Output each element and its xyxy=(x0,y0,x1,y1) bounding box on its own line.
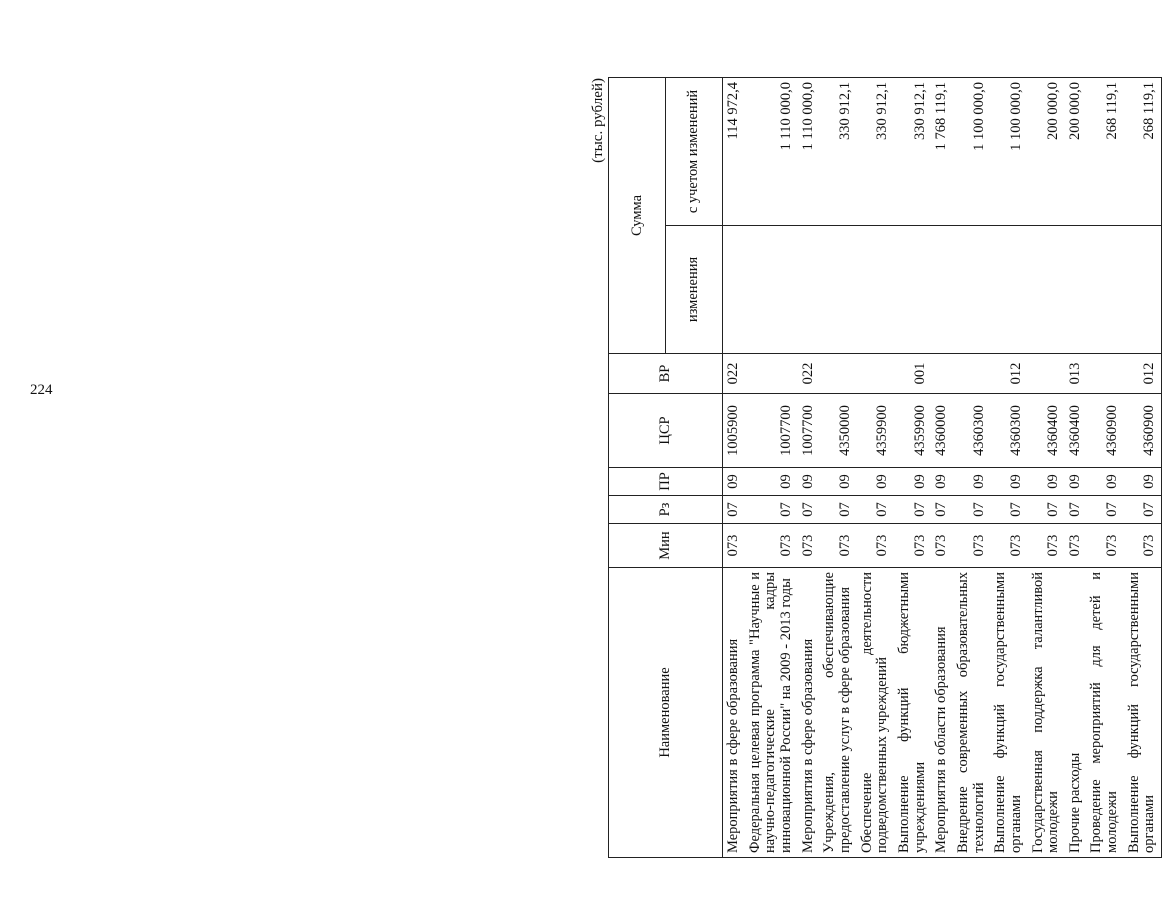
units-label: (тыс. рублей) xyxy=(590,78,606,163)
row-changes xyxy=(819,226,856,354)
row-name: Выполнение функций государственными органами xyxy=(1124,568,1162,858)
table-row xyxy=(953,78,990,858)
row-min: 073 xyxy=(745,524,798,568)
budget-table xyxy=(608,77,1162,858)
row-pr: 09 xyxy=(894,468,931,496)
table-row xyxy=(723,78,745,858)
row-name: Учреждения, обеспечивающие предоставление услуг в сфере образования xyxy=(819,568,856,858)
header-rz: Рз xyxy=(609,496,723,524)
row-pr: 09 xyxy=(819,468,856,496)
row-vr xyxy=(819,354,856,394)
row-min: 073 xyxy=(894,524,931,568)
table-row xyxy=(819,78,856,858)
row-name: Прочие расходы xyxy=(1065,568,1087,858)
row-changes xyxy=(1086,226,1123,354)
row-changes xyxy=(1065,226,1087,354)
row-pr: 09 xyxy=(1124,468,1162,496)
row-csr: 4360900 xyxy=(1086,394,1123,468)
row-csr: 1007700 xyxy=(745,394,798,468)
table-row xyxy=(1086,78,1123,858)
row-pr: 09 xyxy=(1086,468,1123,496)
row-total: 1 100 000,0 xyxy=(990,78,1027,226)
row-total: 114 972,4 xyxy=(723,78,745,226)
table-row xyxy=(857,78,894,858)
row-pr: 09 xyxy=(798,468,820,496)
row-vr: 001 xyxy=(894,354,931,394)
row-rz: 07 xyxy=(819,496,856,524)
table-row xyxy=(894,78,931,858)
row-total: 1 100 000,0 xyxy=(953,78,990,226)
row-changes xyxy=(953,226,990,354)
row-pr: 09 xyxy=(1065,468,1087,496)
row-min: 073 xyxy=(723,524,745,568)
table-row xyxy=(1028,78,1065,858)
table-row xyxy=(745,78,798,858)
row-csr: 4359900 xyxy=(857,394,894,468)
row-min: 073 xyxy=(1124,524,1162,568)
row-csr: 4360000 xyxy=(931,394,953,468)
row-total: 330 912,1 xyxy=(819,78,856,226)
header-pr: ПР xyxy=(609,468,723,496)
row-vr: 012 xyxy=(1124,354,1162,394)
row-min: 073 xyxy=(819,524,856,568)
table-row xyxy=(931,78,953,858)
row-total: 330 912,1 xyxy=(894,78,931,226)
row-total: 1 768 119,1 xyxy=(931,78,953,226)
row-pr: 09 xyxy=(745,468,798,496)
row-name: Мероприятия в сфере образования xyxy=(798,568,820,858)
row-name: Внедрение современных образовательных технологий xyxy=(953,568,990,858)
row-vr xyxy=(953,354,990,394)
row-total: 200 000,0 xyxy=(1065,78,1087,226)
row-total: 330 912,1 xyxy=(857,78,894,226)
header-name: Наименование xyxy=(609,568,723,858)
row-csr: 4360300 xyxy=(953,394,990,468)
header-csr: ЦСР xyxy=(609,394,723,468)
row-name: Мероприятия в сфере образования xyxy=(723,568,745,858)
row-vr xyxy=(931,354,953,394)
row-csr: 4360400 xyxy=(1065,394,1087,468)
row-pr: 09 xyxy=(723,468,745,496)
row-csr: 4360300 xyxy=(990,394,1027,468)
table-row xyxy=(798,78,820,858)
row-vr xyxy=(857,354,894,394)
row-changes xyxy=(857,226,894,354)
row-vr: 012 xyxy=(990,354,1027,394)
page-number: 224 xyxy=(30,382,53,398)
row-changes xyxy=(931,226,953,354)
row-total: 1 110 000,0 xyxy=(745,78,798,226)
row-min: 073 xyxy=(931,524,953,568)
row-name: Обеспечение деятельности подведомственных учреждений xyxy=(857,568,894,858)
row-rz: 07 xyxy=(723,496,745,524)
row-changes xyxy=(745,226,798,354)
row-rz: 07 xyxy=(1086,496,1123,524)
row-rz: 07 xyxy=(1065,496,1087,524)
row-total: 1 110 000,0 xyxy=(798,78,820,226)
row-changes xyxy=(798,226,820,354)
row-changes xyxy=(894,226,931,354)
row-csr: 1007700 xyxy=(798,394,820,468)
row-name: Мероприятия в области образования xyxy=(931,568,953,858)
row-vr: 022 xyxy=(798,354,820,394)
row-rz: 07 xyxy=(894,496,931,524)
row-min: 073 xyxy=(1028,524,1065,568)
row-rz: 07 xyxy=(990,496,1027,524)
header-sum: Сумма xyxy=(609,78,666,354)
row-rz: 07 xyxy=(857,496,894,524)
row-rz: 07 xyxy=(745,496,798,524)
row-min: 073 xyxy=(798,524,820,568)
row-csr: 1005900 xyxy=(723,394,745,468)
row-min: 073 xyxy=(953,524,990,568)
table-row xyxy=(990,78,1027,858)
row-csr: 4360900 xyxy=(1124,394,1162,468)
row-vr: 022 xyxy=(723,354,745,394)
row-rz: 07 xyxy=(1124,496,1162,524)
row-csr: 4359900 xyxy=(894,394,931,468)
row-pr: 09 xyxy=(990,468,1027,496)
row-pr: 09 xyxy=(931,468,953,496)
row-vr: 013 xyxy=(1065,354,1087,394)
row-pr: 09 xyxy=(1028,468,1065,496)
row-min: 073 xyxy=(1086,524,1123,568)
row-vr xyxy=(1086,354,1123,394)
row-total: 268 119,1 xyxy=(1086,78,1123,226)
row-rz: 07 xyxy=(931,496,953,524)
table-row xyxy=(1124,78,1162,858)
row-csr: 4360400 xyxy=(1028,394,1065,468)
row-min: 073 xyxy=(857,524,894,568)
row-name: Федеральная целевая программа "Научные и научно-педагогические кадры инновационной России" на 2009 - 2013 годы xyxy=(745,568,798,858)
header-with-changes: с учетом изменений xyxy=(666,78,723,226)
row-changes xyxy=(1124,226,1162,354)
row-changes xyxy=(1028,226,1065,354)
header-changes: изменения xyxy=(666,226,723,354)
header-min: Мин xyxy=(609,524,723,568)
row-vr xyxy=(1028,354,1065,394)
row-total: 200 000,0 xyxy=(1028,78,1065,226)
table-body xyxy=(723,78,1162,858)
row-changes xyxy=(723,226,745,354)
row-rz: 07 xyxy=(798,496,820,524)
row-min: 073 xyxy=(990,524,1027,568)
row-vr xyxy=(745,354,798,394)
row-name: Государственная поддержка талантливой молодежи xyxy=(1028,568,1065,858)
row-total: 268 119,1 xyxy=(1124,78,1162,226)
row-min: 073 xyxy=(1065,524,1087,568)
row-name: Выполнение функций государственными органами xyxy=(990,568,1027,858)
table-row xyxy=(1065,78,1087,858)
row-rz: 07 xyxy=(1028,496,1065,524)
row-pr: 09 xyxy=(953,468,990,496)
row-name: Выполнение функций бюджетными учреждениями xyxy=(894,568,931,858)
row-name: Проведение мероприятий для детей и молодежи xyxy=(1086,568,1123,858)
row-changes xyxy=(990,226,1027,354)
header-vr: ВР xyxy=(609,354,723,394)
row-rz: 07 xyxy=(953,496,990,524)
rotated-page xyxy=(590,78,1158,858)
row-pr: 09 xyxy=(857,468,894,496)
row-csr: 4350000 xyxy=(819,394,856,468)
